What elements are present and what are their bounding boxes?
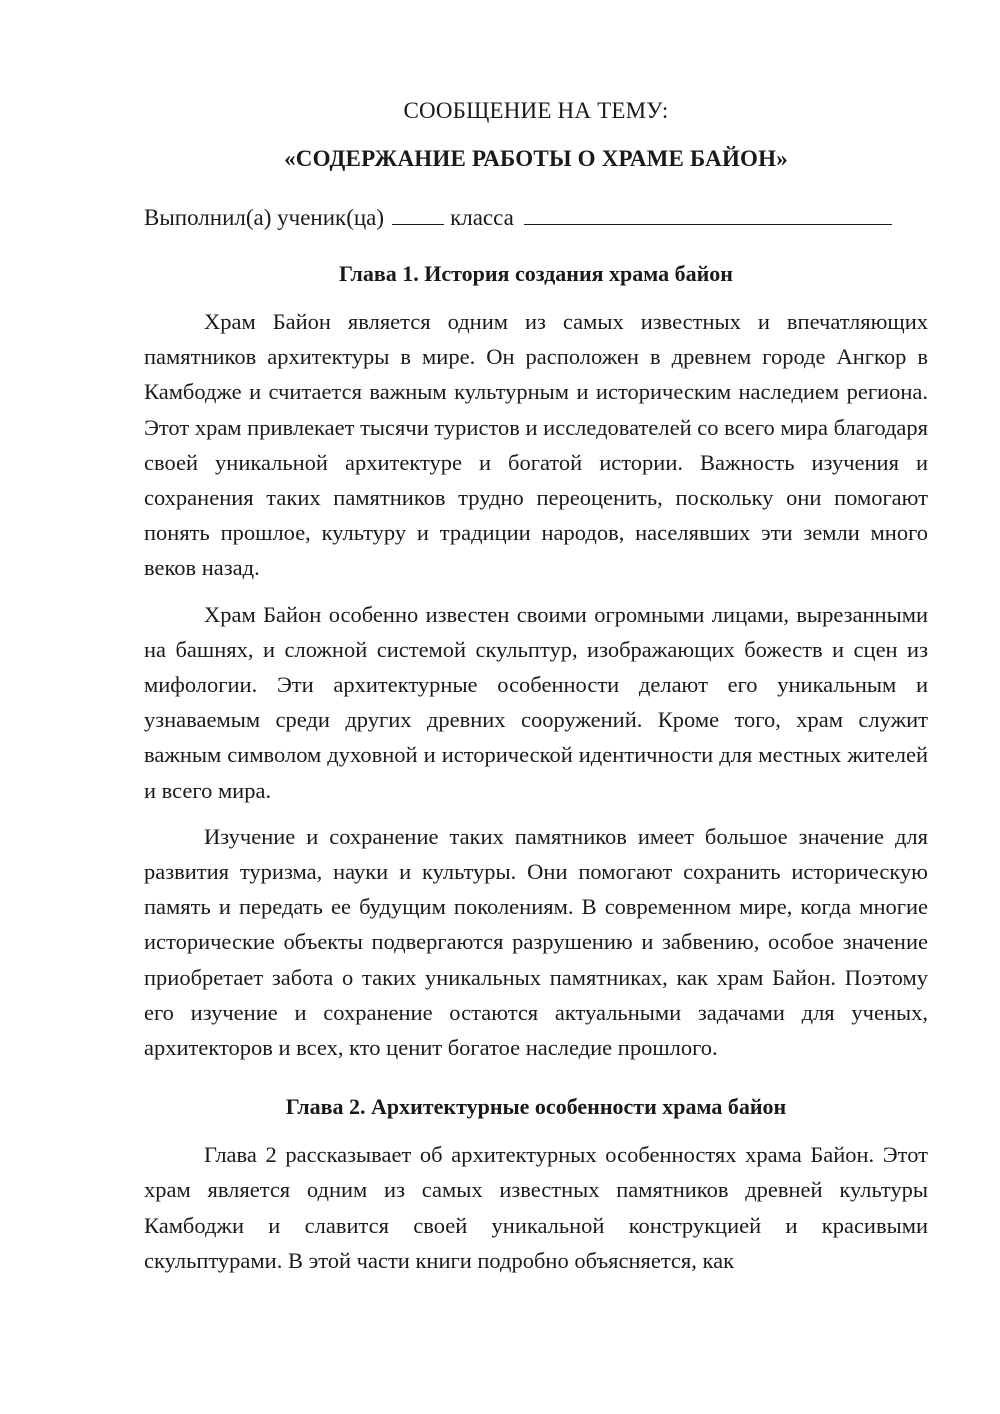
- class-label: класса: [450, 205, 514, 230]
- author-label: Выполнил(а) ученик(ца): [144, 205, 385, 230]
- document-page: [144, 88, 928, 1289]
- chapter-1-heading: Глава 1. История создания храма байон: [339, 261, 733, 286]
- chapter-1-paragraph: Храм Байон особенно известен своими огромными лицами, вырезанными на башнях, и сложной системой скульптур, изображающих божеств и сцен из мифологии. Эти архитектурные особенности делают его уникальным и узнаваемым среди других древних сооружений. Кроме того, храм служит важным символом духовной и исторической идентичности для местных жителей и всего мира.: [144, 601, 928, 803]
- chapter-1-paragraph: Изучение и сохранение таких памятников имеет большое значение для развития туризма, науки и культуры. Они помогают сохранить историческую память и передать ее будущим поколениям. В современном мире, когда многие исторические объекты подвергаются разрушению и забвению, особое значение приобретает забота о таких уникальных памятниках, как храм Байон. Поэтому его изучение и сохранение остаются актуальными задачами для ученых, архитекторов и всех, кто ценит богатое наследие прошлого.: [144, 823, 928, 1061]
- grade-blank: [392, 200, 444, 225]
- document-subject-line: СООБЩЕНИЕ НА ТЕМУ:: [403, 98, 669, 123]
- class-blank: [524, 200, 892, 225]
- chapter-1-paragraph: Храм Байон является одним из самых известных и впечатляющих памятников архитектуры в мире. Он расположен в древнем городе Ангкор в Камбодже и считается важным культурным и историческим наследием региона. Этот храм привлекает тысячи туристов и исследователей со всего мира благодаря своей уникальной архитектуре и богатой истории. Важность изучения и сохранения таких памятников трудно переоценить, поскольку они помогают понять прошлое, культуру и традиции народов, населявших эти земли много веков назад.: [144, 309, 928, 581]
- chapter-2-paragraph: Глава 2 рассказывает об архитектурных особенностях храма Байон. Этот храм является одним из самых известных памятников древней культуры Камбоджи и славится своей уникальной конструкцией и красивыми скульптурами. В этой части книги подробно объясняется, как: [144, 1142, 928, 1273]
- document-title: «СОДЕРЖАНИЕ РАБОТЫ О ХРАМЕ БАЙОН»: [284, 146, 788, 171]
- chapter-2-heading: Глава 2. Архитектурные особенности храма байон: [285, 1094, 787, 1120]
- author-line: [144, 200, 928, 236]
